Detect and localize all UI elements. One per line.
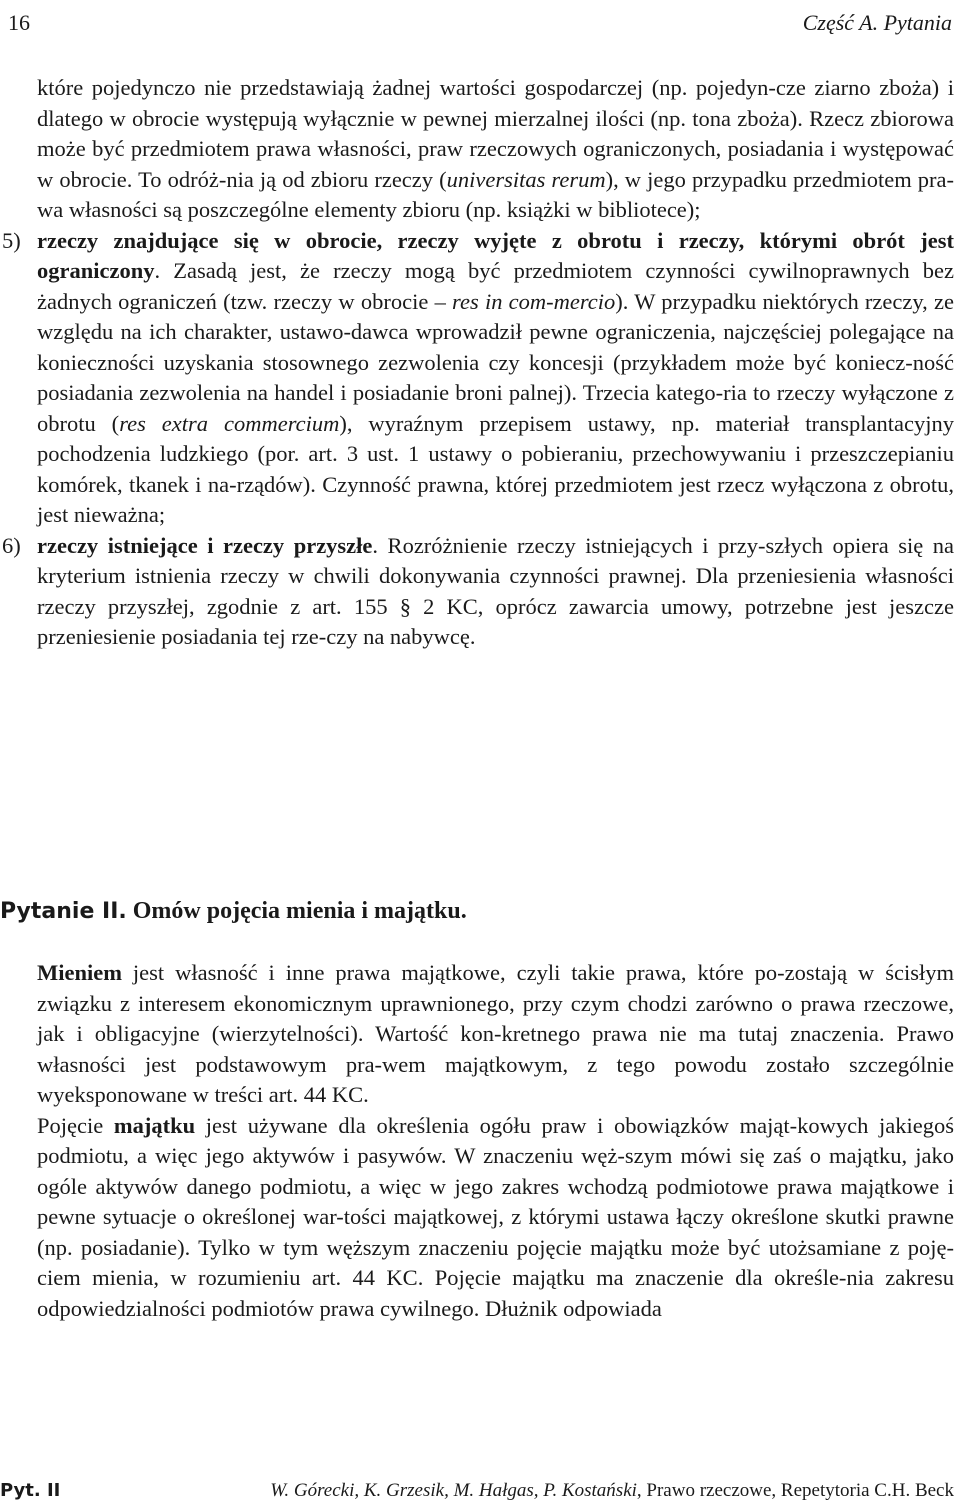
footer-question-tag: Pyt. II [0, 1480, 61, 1501]
list-number: 6) [2, 532, 21, 558]
list-number: 5) [2, 227, 21, 253]
paragraph-mienie: Mieniem jest własność i inne prawa majątkowe, czyli takie prawa, które po-zostają w ścisłym związku z interesem ekonomicznym uprawnionego, przy czym chodzi zarówno o prawa rzeczowe, jak i obligacyjne (wierzytelności). Wartość kon-kretnego prawa nie ma tutaj znaczenia. Prawo własności jest podstawowym pra-wem majątkowym, z tego powodu zostało szczególnie wyeksponowane w treści art. 44 KC. [37, 960, 954, 1107]
page-number: 16 [8, 10, 30, 35]
page-footer [0, 1476, 960, 1508]
list-item-heading: rzeczy istniejące i rzeczy przyszłe [37, 532, 373, 558]
list-item-6: 6) rzeczy istniejące i rzeczy przyszłe. Rozróżnienie rzeczy istniejących i przy-szłych opiera się na kryterium istnienia rzeczy w chwili dokonywania czynności prawnej. Dla przeniesienia własności rzeczy przyszłej, zgodnie z art. 155 § 2 KC, oprócz zawarcia umowy, potrzebne jest jeszcze przeniesienie posiadania tej rze-czy na nabywcę. [2, 532, 954, 649]
question-label: Pytanie II. [0, 899, 127, 924]
running-header [8, 8, 952, 48]
question-heading [0, 895, 960, 928]
footer-credit: W. Górecki, K. Grzesik, M. Hałgas, P. Kostański, Prawo rzeczowe, Repetytoria C.H. Beck [270, 1480, 954, 1501]
part-title: Część A. Pytania [802, 10, 952, 35]
list-item-5: 5) rzeczy znajdujące się w obrocie, rzeczy wyjęte z obrotu i rzeczy, którymi obrót jest ograniczony. Zasadą jest, że rzeczy mogą być przedmiotem czynności cywilnoprawnych bez żadnych ograniczeń (tzw. rzeczy w obrocie – res in com-mercio). W przypadku niektórych rzeczy, ze względu na ich charakter, ustawo-dawca wprowadził pewne ograniczenia, najczęściej polegające na konieczności uzyskania stosownego zezwolenia czy koncesji (przykładem może być koniecz-ność posiadania zezwolenia na handel i posiadanie broni palnej). Trzecia katego-ria to rzeczy wyłączone z obrotu (res extra commercium), wyraźnym przepisem ustawy, np. materiał transplantacyjny pochodzenia ludzkiego (por. art. 3 ust. 1 ustawy o pobieraniu, przechowywaniu i przeszczepianiu komórek, tkanek i na-rządów). Czynność prawna, której przedmiotem jest rzecz wyłączona z obrotu, jest nieważna; [2, 227, 954, 527]
paragraph-majatek: Pojęcie majątku jest używane dla określenia ogółu praw i obowiązków mająt-kowych jakiegoś podmiotu, a więc jego aktywów i pasywów. W znaczeniu węż-szym mówi się zaś o majątku, jako ogóle aktywów danego podmiotu, a więc w jego zakres wchodzą podmiotowe prawa majątkowe i pewne sytuacje o określonej war-tości majątkowej, z którymi ustawa łączy określone skutki prawne (np. posiadanie). Tylko w tym węższym znaczeniu pojęcie majątku może być utożsamiane z poję-ciem mienia, w rozumieniu art. 44 KC. Pojęcie majątku ma znaczenie dla określe-nia zakresu odpowiedzialności podmiotów prawa cywilnego. Dłużnik odpowiada [37, 1112, 954, 1321]
list-item-heading: rzeczy znajdujące się w obrocie, rzeczy wyjęte z obrotu i rzeczy, którymi obrót jest ograniczony [37, 227, 954, 283]
continued-paragraph: które pojedynczo nie przedstawiają żadnej wartości gospodarczej (np. pojedyn-cze ziarno zboża) i dlatego w obrocie występują wyłącznie w pewnej mierzalnej ilości (np. tona zboża). Rzecz zbiorowa może być przedmiotem prawa własności, praw rzeczowych ograniczonych, posiadania i występować w obrocie. To odróż-nia ją od zbioru rzeczy (universitas rerum), w jego przypadku przedmiotem pra-wa własności są poszczególne elementy zbioru (np. książki w bibliotece); [37, 75, 955, 222]
main-text [2, 73, 955, 653]
question-title: Omów pojęcia mienia i majątku. [132, 898, 467, 924]
answer-text [37, 958, 954, 1324]
